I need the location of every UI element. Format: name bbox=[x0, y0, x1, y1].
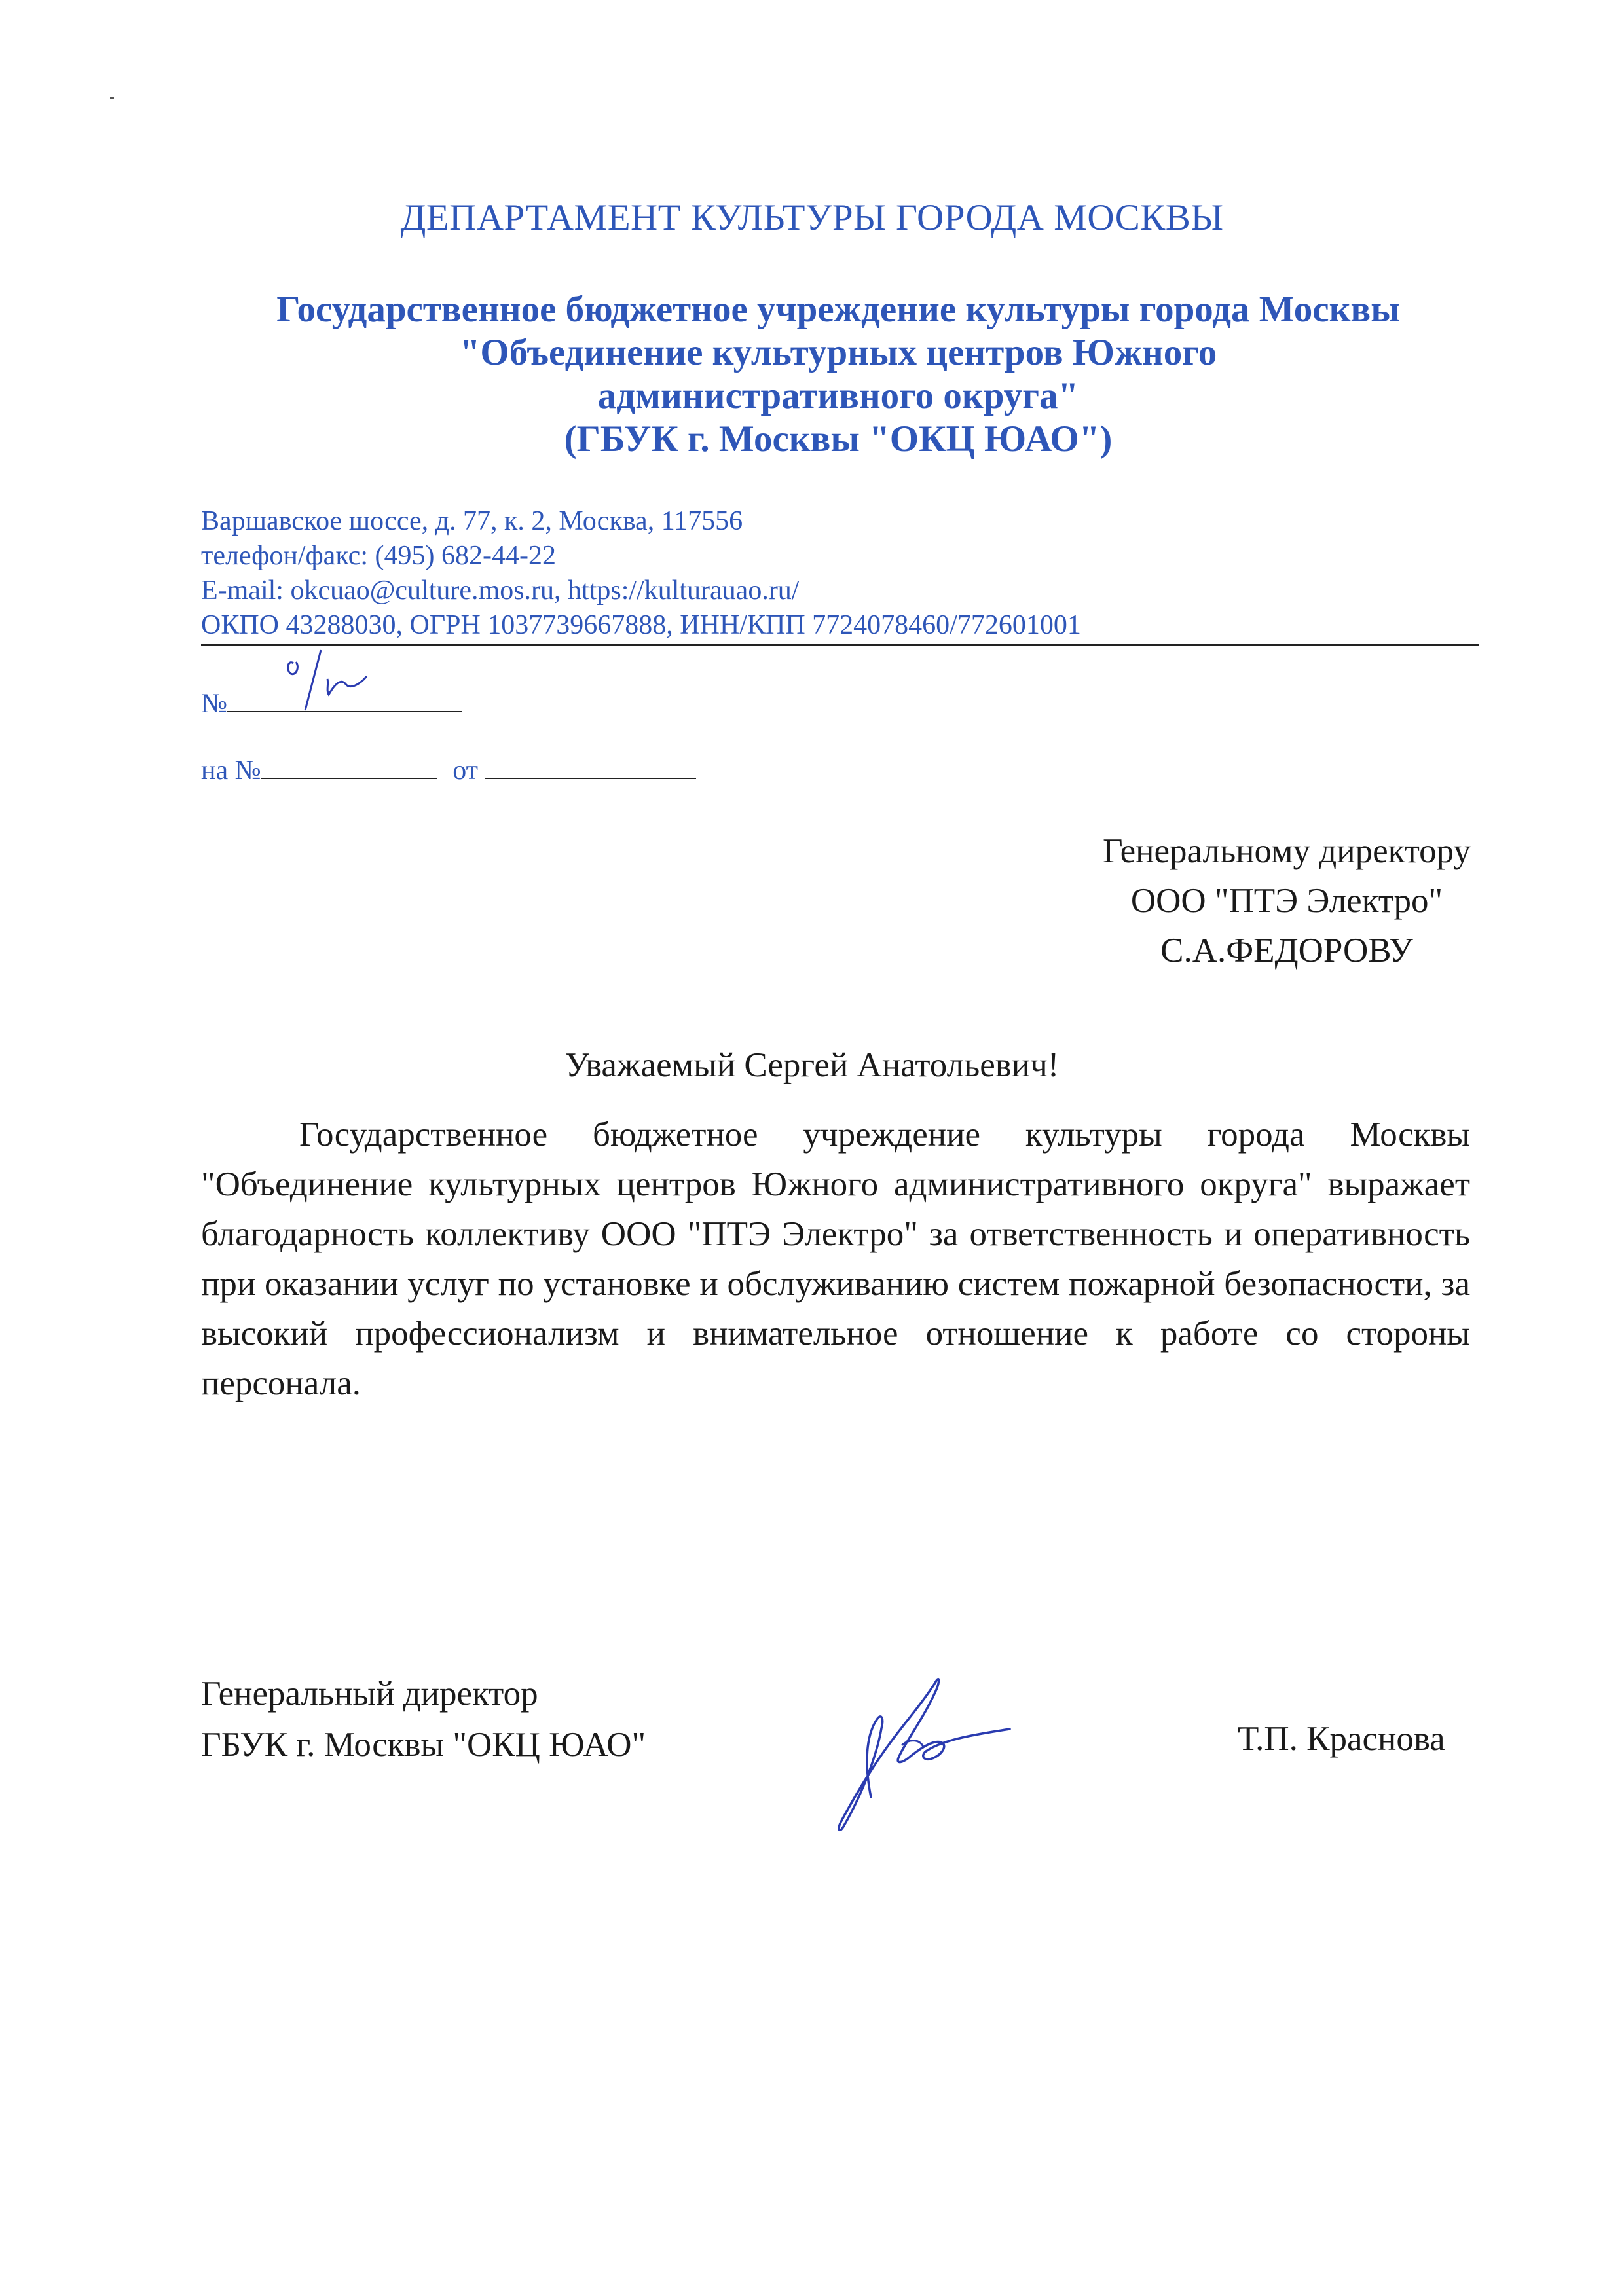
phone-line: телефон/факс: (495) 682-44-22 bbox=[201, 541, 556, 571]
reply-number-underline bbox=[261, 752, 437, 779]
addressee-line-3: С.А.ФЕДОРОВУ bbox=[1160, 932, 1413, 970]
organization-line-3: административного округа" bbox=[597, 375, 1079, 416]
organization-name bbox=[196, 288, 1480, 461]
signatory-name: Т.П. Краснова bbox=[1238, 1720, 1445, 1758]
letter-body: Государственное бюджетное учреждение культуры города Москвы "Объединение культурных центров Южного административного округа" выражает благодарность коллективу ООО "ПТЭ Электро" за ответственность и оперативность при оказании услуг по установке и обслуживанию систем пожарной безопасности, за высокий профессионализм и внимательное отношение к работе со стороны персонала. bbox=[201, 1116, 1470, 1402]
organization-line-1: Государственное бюджетное учреждение культуры города Москвы bbox=[276, 289, 1400, 330]
reply-date-underline bbox=[485, 752, 696, 779]
reply-number-label: на № bbox=[201, 756, 261, 786]
registry-codes-line: ОКПО 43288030, ОГРН 1037739667888, ИНН/КПП 7724078460/772601001 bbox=[201, 610, 1081, 640]
handwritten-number-drawing bbox=[282, 645, 386, 717]
addressee-block bbox=[982, 826, 1591, 975]
reply-number-row bbox=[201, 752, 696, 786]
reply-date-label: от bbox=[452, 756, 479, 786]
signatory-title bbox=[201, 1668, 646, 1770]
email-line: E-mail: okcuao@culture.mos.ru, https://kulturauao.ru/ bbox=[201, 575, 800, 606]
handwritten-number bbox=[282, 645, 386, 720]
address-line: Варшавское шоссе, д. 77, к. 2, Москва, 117556 bbox=[201, 506, 743, 536]
signatory-title-line-2: ГБУК г. Москвы "ОКЦ ЮАО" bbox=[201, 1726, 646, 1764]
salutation: Уважаемый Сергей Анатольевич! bbox=[564, 1046, 1060, 1084]
number-label: № bbox=[201, 689, 228, 719]
letterhead-divider bbox=[201, 644, 1479, 646]
scan-speck bbox=[110, 97, 114, 99]
addressee-line-1: Генеральному директору bbox=[1103, 832, 1471, 870]
addressee-line-2: ООО "ПТЭ Электро" bbox=[1130, 882, 1443, 920]
signatory-title-line-1: Генеральный директор bbox=[201, 1675, 538, 1713]
contact-block bbox=[201, 504, 1081, 643]
handwritten-signature bbox=[825, 1666, 1015, 1840]
department-title: ДЕПАРТАМЕНТ КУЛЬТУРЫ ГОРОДА МОСКВЫ bbox=[400, 197, 1224, 238]
organization-line-2: "Объединение культурных центров Южного bbox=[459, 332, 1217, 373]
organization-line-4: (ГБУК г. Москвы "ОКЦ ЮАО") bbox=[564, 418, 1113, 460]
signature-drawing bbox=[825, 1666, 1015, 1836]
